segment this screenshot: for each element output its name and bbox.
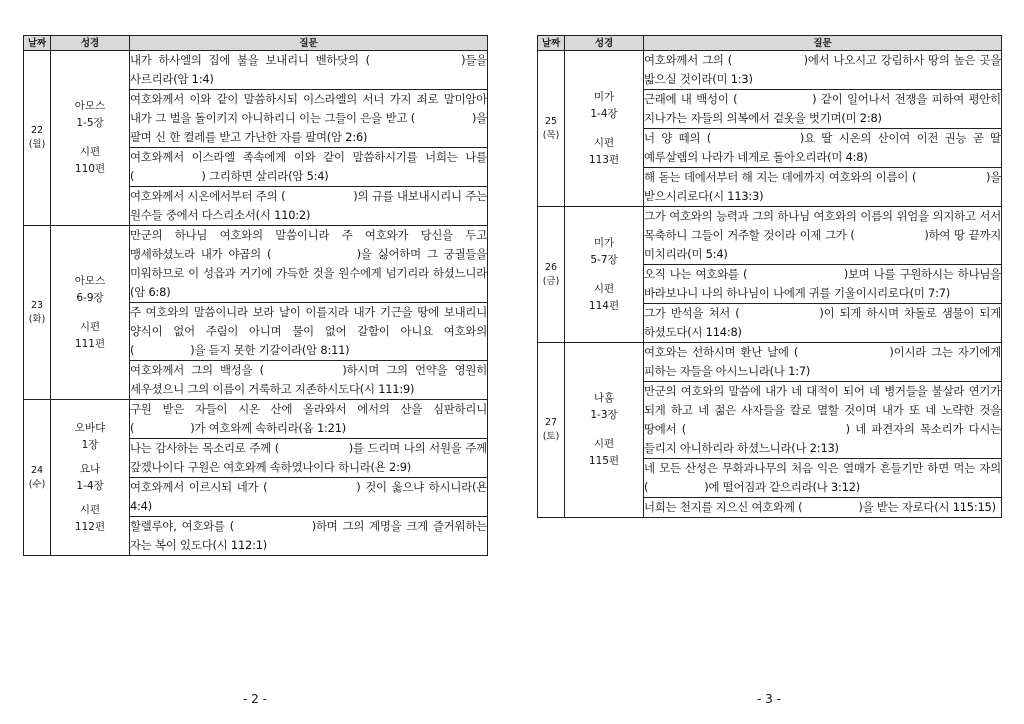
weekday: (월) bbox=[28, 139, 46, 150]
psalm-label: 시편 bbox=[593, 136, 615, 149]
question-cell: 여호와께서 이와 같이 말씀하시되 이스라엘의 서너 가지 죄로 말미암아 내가 그 벌을 돌이키지 아니하리니 이는 그들이 은을 받고 ( )을 팔며 신 한 켤레를 받고 가난한 자를 팔며(암 2:6) bbox=[130, 90, 488, 148]
book-name: 미가 bbox=[593, 236, 615, 249]
book-chapters: 6-9장 bbox=[76, 291, 104, 304]
book-chapters: 5-7장 bbox=[590, 253, 618, 266]
header-bible: 성경 bbox=[51, 36, 130, 51]
reading-cell bbox=[565, 51, 644, 207]
date-number: 26 bbox=[544, 261, 558, 273]
header-date: 날짜 bbox=[538, 36, 565, 51]
date-cell bbox=[24, 226, 51, 400]
question-table-page-3 bbox=[537, 35, 1002, 518]
table-header-row bbox=[538, 36, 1002, 51]
book-chapters-2: 1-4장 bbox=[76, 479, 104, 492]
question-table-page-2 bbox=[23, 35, 488, 556]
header-question: 질문 bbox=[644, 36, 1002, 51]
table-row bbox=[538, 51, 1002, 90]
table-header-row bbox=[24, 36, 488, 51]
question-cell: 나는 감사하는 목소리로 주께 ( )를 드리며 나의 서원을 주께 갚겠나이다 구원은 여호와께 속하였나이다 하니라(욘 2:9) bbox=[130, 439, 488, 478]
date-number: 22 bbox=[30, 125, 44, 136]
weekday: (목) bbox=[542, 129, 560, 141]
header-question: 질문 bbox=[130, 36, 488, 51]
header-bible: 성경 bbox=[565, 36, 644, 51]
weekday: (토) bbox=[542, 431, 560, 442]
question-cell: 여호와께서 이르시되 네가 ( ) 것이 옳으냐 하시니라(욘 4:4) bbox=[130, 478, 488, 517]
reading-cell bbox=[51, 400, 130, 556]
question-cell: 만군의 하나님 여호와의 말씀이니라 주 여호와가 당신을 두고 맹세하셨노라 내가 야곱의 ( )을 싫어하며 그 궁궐들을 미워하므로 이 성읍과 거기에 가득한 것을 원수에게 넘기리라 하셨느니라(암 6:8) bbox=[130, 226, 488, 303]
table-row bbox=[538, 343, 1002, 382]
question-cell: 할렐루야, 여호와를 ( )하며 그의 계명을 크게 즐거워하는 자는 복이 있도다(시 112:1) bbox=[130, 517, 488, 556]
date-number: 25 bbox=[544, 115, 558, 127]
header-date: 날짜 bbox=[24, 36, 51, 51]
weekday: (금) bbox=[542, 275, 560, 287]
question-cell: 근래에 내 백성이 ( ) 같이 일어나서 전쟁을 피하여 평안히 지나가는 자들의 의복에서 겉옷을 벗기며(미 2:8) bbox=[644, 90, 1002, 129]
question-cell: 네 모든 산성은 무화과나무의 처음 익은 열매가 흔들기만 하면 먹는 자의 ( )에 떨어짐과 같으리라(나 3:12) bbox=[644, 459, 1002, 498]
question-cell: 여호와께서 시온에서부터 주의 ( )의 규를 내보내시리니 주는 원수들 중에서 다스리소서(시 110:2) bbox=[130, 187, 488, 226]
book-chapters: 1-5장 bbox=[76, 117, 104, 129]
date-number: 24 bbox=[30, 464, 44, 476]
book-name-2: 요나 bbox=[79, 462, 101, 475]
reading-cell bbox=[51, 226, 130, 400]
reading-cell bbox=[565, 343, 644, 518]
page-number-right: - 3 - bbox=[757, 692, 781, 706]
question-cell: 너희는 천지를 지으신 여호와께 ( )을 받는 자로다(시 115:15) bbox=[644, 498, 1002, 518]
psalm-number: 111편 bbox=[74, 337, 106, 350]
question-cell: 그가 여호와의 능력과 그의 하나님 여호와의 이름의 위엄을 의지하고 서서 목축하니 그들이 거주할 것이라 이제 그가 ( )하여 땅 끝까지 미치리라(미 5:4) bbox=[644, 207, 1002, 265]
psalm-label: 시편 bbox=[79, 503, 101, 516]
book-name: 나훔 bbox=[593, 392, 615, 404]
weekday: (수) bbox=[28, 478, 46, 490]
reading-cell bbox=[51, 51, 130, 226]
question-cell: 오직 나는 여호와를 ( )보며 나를 구원하시는 하나님을 바라보나니 나의 하나님이 나에게 귀를 기울이시리로다(미 7:7) bbox=[644, 265, 1002, 304]
weekday: (화) bbox=[28, 313, 46, 325]
psalm-number: 114편 bbox=[588, 299, 620, 312]
date-number: 23 bbox=[30, 299, 44, 311]
book-name: 아모스 bbox=[74, 100, 106, 112]
table-row bbox=[24, 226, 488, 303]
question-cell: 구원 받은 자들이 시온 산에 올라와서 에서의 산을 심판하리니 ( )가 여호와께 속하리라(옵 1:21) bbox=[130, 400, 488, 439]
question-cell: 주 여호와의 말씀이니라 보라 날이 이를지라 내가 기근을 땅에 보내리니 양식이 없어 주림이 아니며 물이 없어 갈함이 아니요 여호와의 ( )을 듣지 못한 기갈이라(암 8:11) bbox=[130, 303, 488, 361]
question-cell: 너 양 떼의 ( )요 딸 시온의 산이여 이전 권능 곧 딸 예루살렘의 나라가 네게로 돌아오리라(미 4:8) bbox=[644, 129, 1002, 168]
table-row bbox=[538, 207, 1002, 265]
psalm-label: 시편 bbox=[593, 282, 615, 295]
psalm-label: 시편 bbox=[593, 438, 615, 450]
date-number: 27 bbox=[544, 417, 558, 428]
question-cell: 여호와께서 그의 백성을 ( )하시며 그의 언약을 영원히 세우셨으니 그의 이름이 거룩하고 지존하시도다(시 111:9) bbox=[130, 361, 488, 400]
table-row bbox=[24, 51, 488, 90]
table-row bbox=[24, 400, 488, 439]
book-chapters: 1-4장 bbox=[590, 107, 618, 120]
psalm-number: 112편 bbox=[74, 520, 106, 533]
question-cell: 해 돋는 데에서부터 해 지는 데에까지 여호와의 이름이 ( )을 받으시리로다(시 113:3) bbox=[644, 168, 1002, 207]
question-cell: 만군의 여호와의 말씀에 내가 네 대적이 되어 네 병거들을 불살라 연기가 되게 하고 네 젊은 사자들을 칼로 멸할 것이며 내가 또 네 노략한 것을 땅에서 ( ) 네 파견자의 목소리가 다시는 들리지 아니하리라 하셨느니라(나 2:13) bbox=[644, 382, 1002, 459]
psalm-label: 시편 bbox=[79, 146, 101, 158]
book-chapters: 1-3장 bbox=[590, 409, 618, 421]
book-name: 아모스 bbox=[74, 274, 106, 287]
date-cell bbox=[538, 207, 565, 343]
date-cell bbox=[24, 51, 51, 226]
question-cell: 여호와께서 이스라엘 족속에게 이와 같이 말씀하시기를 너희는 나를 ( ) 그리하면 살리라(암 5:4) bbox=[130, 148, 488, 187]
question-cell: 여호와께서 그의 ( )에서 나오시고 강림하사 땅의 높은 곳을 밟으실 것이라(미 1:3) bbox=[644, 51, 1002, 90]
question-cell: 내가 하사엘의 집에 불을 보내리니 벤하닷의 ( )들을 사르리라(암 1:4) bbox=[130, 51, 488, 90]
page-number-left: - 2 - bbox=[243, 692, 267, 706]
date-cell bbox=[538, 343, 565, 518]
book-name: 미가 bbox=[593, 90, 615, 103]
psalm-number: 113편 bbox=[588, 153, 620, 166]
date-cell bbox=[24, 400, 51, 556]
date-cell bbox=[538, 51, 565, 207]
question-cell: 여호와는 선하시며 환난 날에 ( )이시라 그는 자기에게 피하는 자들을 아시느니라(나 1:7) bbox=[644, 343, 1002, 382]
psalm-label: 시편 bbox=[79, 320, 101, 333]
psalm-number: 115편 bbox=[588, 455, 620, 467]
book-name: 오바댜 bbox=[74, 421, 106, 434]
question-cell: 그가 반석을 쳐서 ( )이 되게 하시며 차돌로 샘물이 되게 하셨도다(시 114:8) bbox=[644, 304, 1002, 343]
psalm-number: 110편 bbox=[74, 163, 106, 175]
reading-cell bbox=[565, 207, 644, 343]
book-chapters: 1장 bbox=[81, 438, 99, 451]
